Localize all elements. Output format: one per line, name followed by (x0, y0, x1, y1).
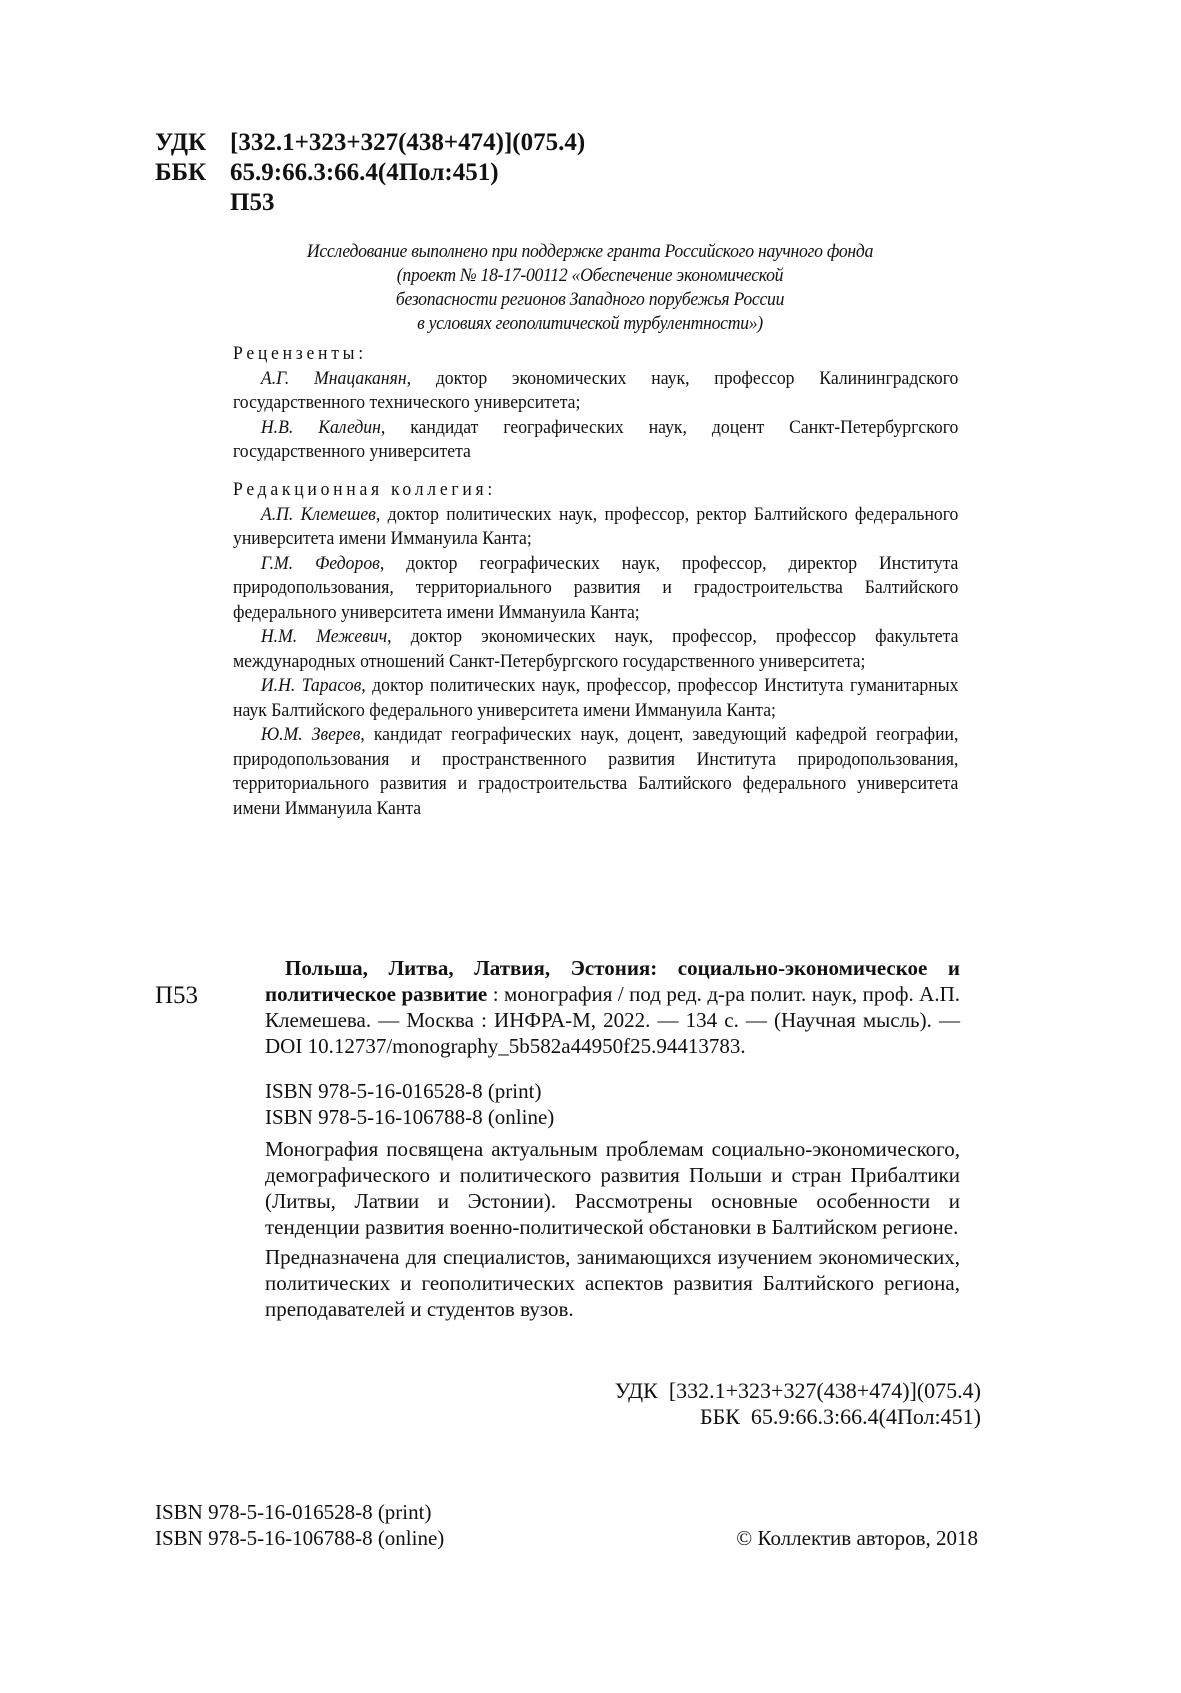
reviewer-entry: Н.В. Каледин, кандидат географических наук, доцент Санкт-Петербургского государственного университета (233, 416, 959, 462)
grant-line: (проект № 18-17-00112 «Обеспечение экономической (396, 265, 784, 286)
annotation-paragraph: Монография посвящена актуальным проблемам социально-экономического, демографического и политического развития Польши и стран Прибалтики (Литвы, Латвии и Эстонии). Рассмотрены основные особенности и тенденции развития военно-политической обстановки в Балтийском регионе. (265, 1137, 960, 1239)
bibliographic-author-sign: П53 (155, 982, 199, 1009)
bottom-isbn-block (155, 1499, 444, 1551)
isbn-block (265, 1078, 554, 1130)
bbk-right: ББК 65.9:66.3:66.4(4Пол:451) (699, 1404, 981, 1429)
copyright-notice: © Коллектив авторов, 2018 (736, 1526, 978, 1550)
editor-name: Н.М. Межевич (260, 626, 388, 647)
editor-name: И.Н. Тарасов (260, 675, 362, 696)
udk-code: [332.1+323+327(438+474)](075.4) (230, 129, 586, 156)
reviewers-section (233, 342, 958, 465)
bibliographic-record (265, 955, 960, 1059)
book-title: Польша, Литва, Латвия, Эстония: социально-экономическое и политическое развитие (265, 956, 960, 1006)
annotation (265, 1136, 960, 1326)
editorial-heading: Редакционная коллегия: (233, 479, 497, 500)
editor-entry: Ю.М. Зверев, кандидат географических наук, доцент, заведующий кафедрой географии, природопользования и пространственного развития Института природопользования, территориального развития и градостроительства Балтийского федерального университета имени Иммануила Канта (233, 724, 959, 819)
isbn-online: ISBN 978-5-16-106788-8 (online) (155, 1526, 445, 1550)
annotation-paragraph: Предназначена для специалистов, занимающихся изучением экономических, политических и геополитических аспектов развития Балтийского региона, преподавателей и студентов вузов. (265, 1245, 960, 1321)
editor-entry: Н.М. Межевич, доктор экономических наук, профессор, профессор факультета международных отношений Санкт-Петербургского государственного университета; (233, 626, 959, 672)
bbk-label: ББК (155, 159, 207, 186)
editor-entry: А.П. Клемешев, доктор политических наук, профессор, ректор Балтийского федерального университета имени Иммануила Канта; (233, 503, 959, 549)
reviewer-entry: А.Г. Мнацаканян, доктор экономических наук, профессор Калининградского государственного технического университета; (233, 367, 959, 413)
grant-line: в условиях геополитической турбулентности») (417, 313, 763, 334)
editor-name: Г.М. Федоров (260, 552, 380, 574)
classification-block (155, 128, 585, 218)
udk-label: УДК (155, 129, 207, 156)
editor-name: Ю.М. Зверев (260, 724, 361, 745)
grant-line: безопасности регионов Западного порубежья России (395, 289, 785, 310)
editor-entry: И.Н. Тарасов, доктор политических наук, профессор, профессор Института гуманитарных наук Балтийского федерального университета имени Иммануила Канта; (233, 675, 959, 721)
editor-name: А.П. Клемешев (260, 503, 376, 525)
grant-note (255, 240, 925, 336)
isbn-print: ISBN 978-5-16-016528-8 (print) (265, 1079, 542, 1103)
editor-entry: Г.М. Федоров, доктор географических наук, профессор, директор Института природопользования, территориального развития и градостроительства Балтийского федерального университета имени Иммануила Канта; (233, 552, 959, 623)
isbn-online: ISBN 978-5-16-106788-8 (online) (265, 1105, 555, 1129)
editorial-board-section (233, 478, 958, 821)
bbk-code: 65.9:66.3:66.4(4Пол:451) (230, 159, 499, 186)
reviewers-heading: Рецензенты: (233, 343, 367, 364)
reviewer-name: А.Г. Мнацаканян (260, 367, 407, 389)
bibliographic-details: : монография / под ред. д-ра полит. наук, проф. А.П. Клемешева. — Москва : ИНФРА-М, 2022. — 134 с. — (Научная мысль). — DOI 10.12737/monography_5b582a44950f25.94413783. (265, 982, 960, 1058)
classification-right (615, 1378, 981, 1430)
udk-right: УДК [332.1+323+327(438+474)](075.4) (614, 1378, 981, 1403)
reviewer-name: Н.В. Каледин (260, 416, 381, 438)
isbn-print: ISBN 978-5-16-016528-8 (print) (155, 1500, 432, 1524)
grant-line: Исследование выполнено при поддержке гранта Российского научного фонда (306, 241, 874, 262)
author-sign: П53 (230, 189, 275, 216)
